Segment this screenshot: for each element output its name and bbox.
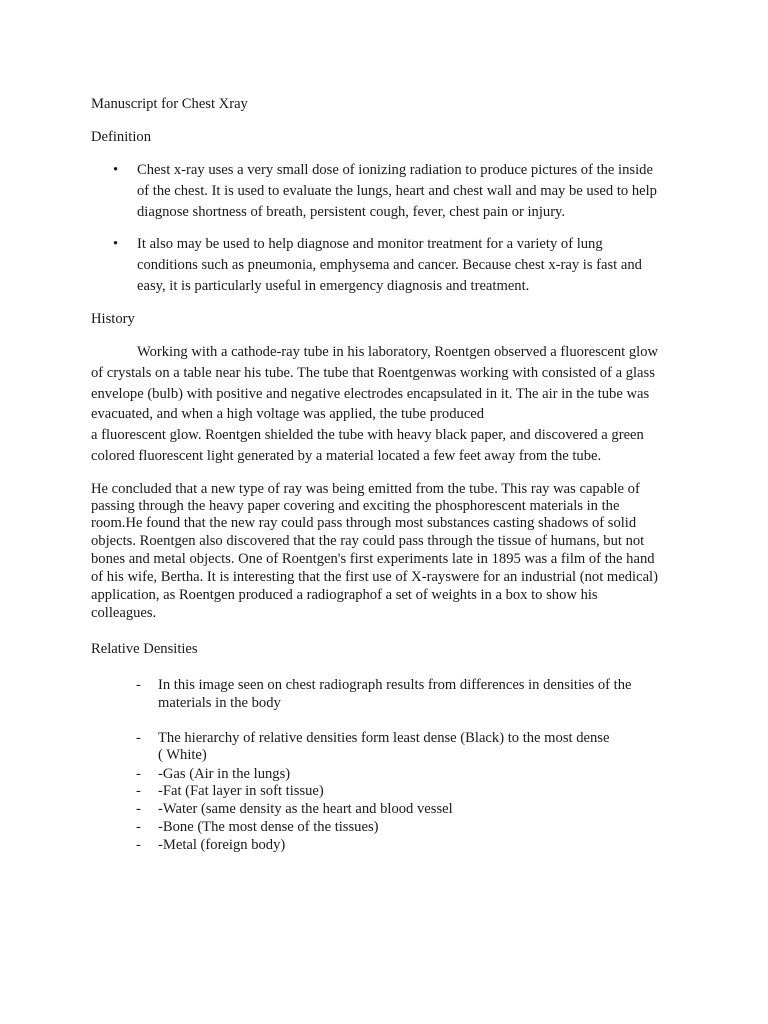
history-p1-line2: of crystals on a table near his tube. The tube that Roentgenwas working with consisted of a glass — [91, 365, 655, 381]
history-p2-line2: passing through the heavy paper covering and exciting the phosphorescent materials in the — [91, 498, 620, 514]
definition-heading: Definition — [91, 129, 151, 145]
dash-marker: - — [136, 819, 141, 835]
history-p1-line5: a fluorescent glow. Roentgen shielded the tube with heavy black paper, and discovered a green — [91, 427, 644, 443]
relative-item2-line2: ( White) — [158, 747, 207, 763]
history-p1-line6: colored fluorescent light generated by a material located a few feet away from the tube. — [91, 448, 602, 464]
dash-marker: - — [136, 677, 141, 693]
density-item-gas: -Gas (Air in the lungs) — [158, 766, 291, 782]
bullet2-line3: easy, it is particularly useful in emergency diagnosis and treatment. — [137, 278, 530, 294]
history-p1-line3: envelope (bulb) with positive and negative electrodes encapsulated in it. The air in the tube was — [91, 386, 650, 402]
history-p1-line1: Working with a cathode-ray tube in his laboratory, Roentgen observed a fluorescent glow — [137, 344, 659, 360]
dash-marker: - — [136, 766, 141, 782]
history-p2-line8: colleagues. — [91, 605, 157, 621]
history-p1-line4: evacuated, and when a high voltage was applied, the tube produced — [91, 406, 485, 422]
dash-marker: - — [136, 730, 141, 746]
bullet1-line2: of the chest. It is used to evaluate the lungs, heart and chest wall and may be used to help — [137, 183, 657, 199]
bullet2-line2: conditions such as pneumonia, emphysema and cancer. Because chest x-ray is fast and — [137, 257, 642, 273]
bullet-marker: • — [113, 162, 119, 178]
density-item-metal: -Metal (foreign body) — [158, 837, 286, 853]
bullet1-line1: Chest x-ray uses a very small dose of ionizing radiation to produce pictures of the inside — [137, 162, 653, 178]
history-p2-line7: application, as Roentgen produced a radiographof a set of weights in a box to show his — [91, 587, 598, 603]
history-p2-line4: objects. Roentgen also discovered that the ray could pass through the tissue of humans, but not — [91, 533, 645, 549]
density-item-bone: -Bone (The most dense of the tissues) — [158, 819, 379, 835]
document-title: Manuscript for Chest Xray — [91, 96, 248, 112]
density-item-fat: -Fat (Fat layer in soft tissue) — [158, 783, 324, 799]
history-p2-line6: of his wife, Bertha. It is interesting that the first use of X-rayswere for an industrial (not medical) — [91, 569, 658, 585]
bullet1-line3: diagnose shortness of breath, persistent cough, fever, chest pain or injury. — [137, 204, 566, 220]
dash-marker: - — [136, 783, 141, 799]
relative-item2-line1: The hierarchy of relative densities form least dense (Black) to the most dense — [158, 730, 610, 746]
history-p2-line3: room.He found that the new ray could pass through most substances casting shadows of solid — [91, 515, 637, 531]
bullet-marker: • — [113, 236, 119, 252]
bullet2-line1: It also may be used to help diagnose and monitor treatment for a variety of lung — [137, 236, 603, 252]
history-p2-line5: bones and metal objects. One of Roentgen's first experiments late in 1895 was a film of the hand — [91, 551, 655, 567]
history-heading: History — [91, 311, 135, 327]
density-item-water: -Water (same density as the heart and blood vessel — [158, 801, 453, 817]
dash-marker: - — [136, 837, 141, 853]
relative-item1-line2: materials in the body — [158, 695, 281, 711]
dash-marker: - — [136, 801, 141, 817]
relative-item1-line1: In this image seen on chest radiograph results from differences in densities of the — [158, 677, 632, 693]
history-p2-line1: He concluded that a new type of ray was being emitted from the tube. This ray was capable of — [91, 481, 640, 497]
relative-densities-heading: Relative Densities — [91, 641, 198, 657]
